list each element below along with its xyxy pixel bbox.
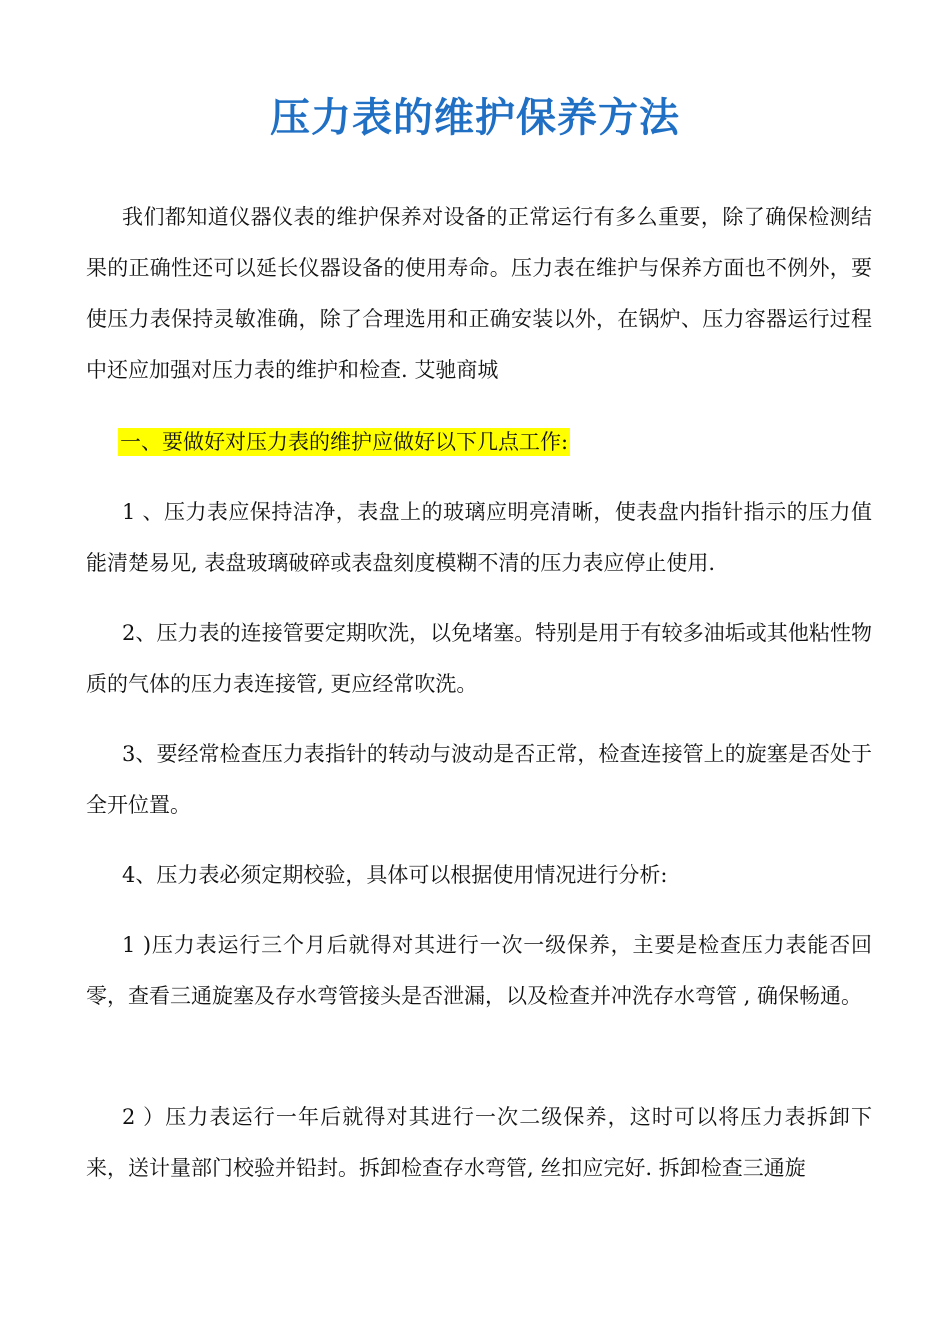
list-item: 4、压力表必须定期校验，具体可以根据使用情况进行分析: [122,863,668,887]
list-item: 2 ）压力表运行一年后就得对其进行一次二级保养，这时可以将压力表拆卸下来，送计量部门校验并铅封。拆卸检查存水弯管, 丝扣应完好. 拆卸检查三通旋 [86,1105,872,1180]
section-heading [118,424,570,460]
document-title: 压力表的维护保养方法 [270,95,680,141]
list-item: 3、要经常检查压力表指针的转动与波动是否正常，检查连接管上的旋塞是否处于全开位置。 [86,742,872,817]
intro-paragraph: 我们都知道仪器仪表的维护保养对设备的正常运行有多么重要，除了确保检测结果的正确性还可以延长仪器设备的使用寿命。压力表在维护与保养方面也不例外，要使压力表保持灵敏准确，除了合理选用和正确安装以外，在锅炉、压力容器运行过程中还应加强对压力表的维护和检查. 艾驰商城 [86,205,872,382]
list-item: 1 )压力表运行三个月后就得对其进行一次一级保养，主要是检查压力表能否回零，查看三通旋塞及存水弯管接头是否泄漏，以及检查并冲洗存水弯管 , 确保畅通。 [86,933,872,1008]
list-item: 2、压力表的连接管要定期吹洗，以免堵塞。特别是用于有较多油垢或其他粘性物质的气体的压力表连接管, 更应经常吹洗。 [86,621,872,696]
section-heading-text: 一、要做好对压力表的维护应做好以下几点工作: [120,430,569,454]
list-item: 1 、压力表应保持洁净，表盘上的玻璃应明亮清晰，使表盘内指针指示的压力值能清楚易见, 表盘玻璃破碎或表盘刻度模糊不清的压力表应停止使用. [86,500,872,575]
